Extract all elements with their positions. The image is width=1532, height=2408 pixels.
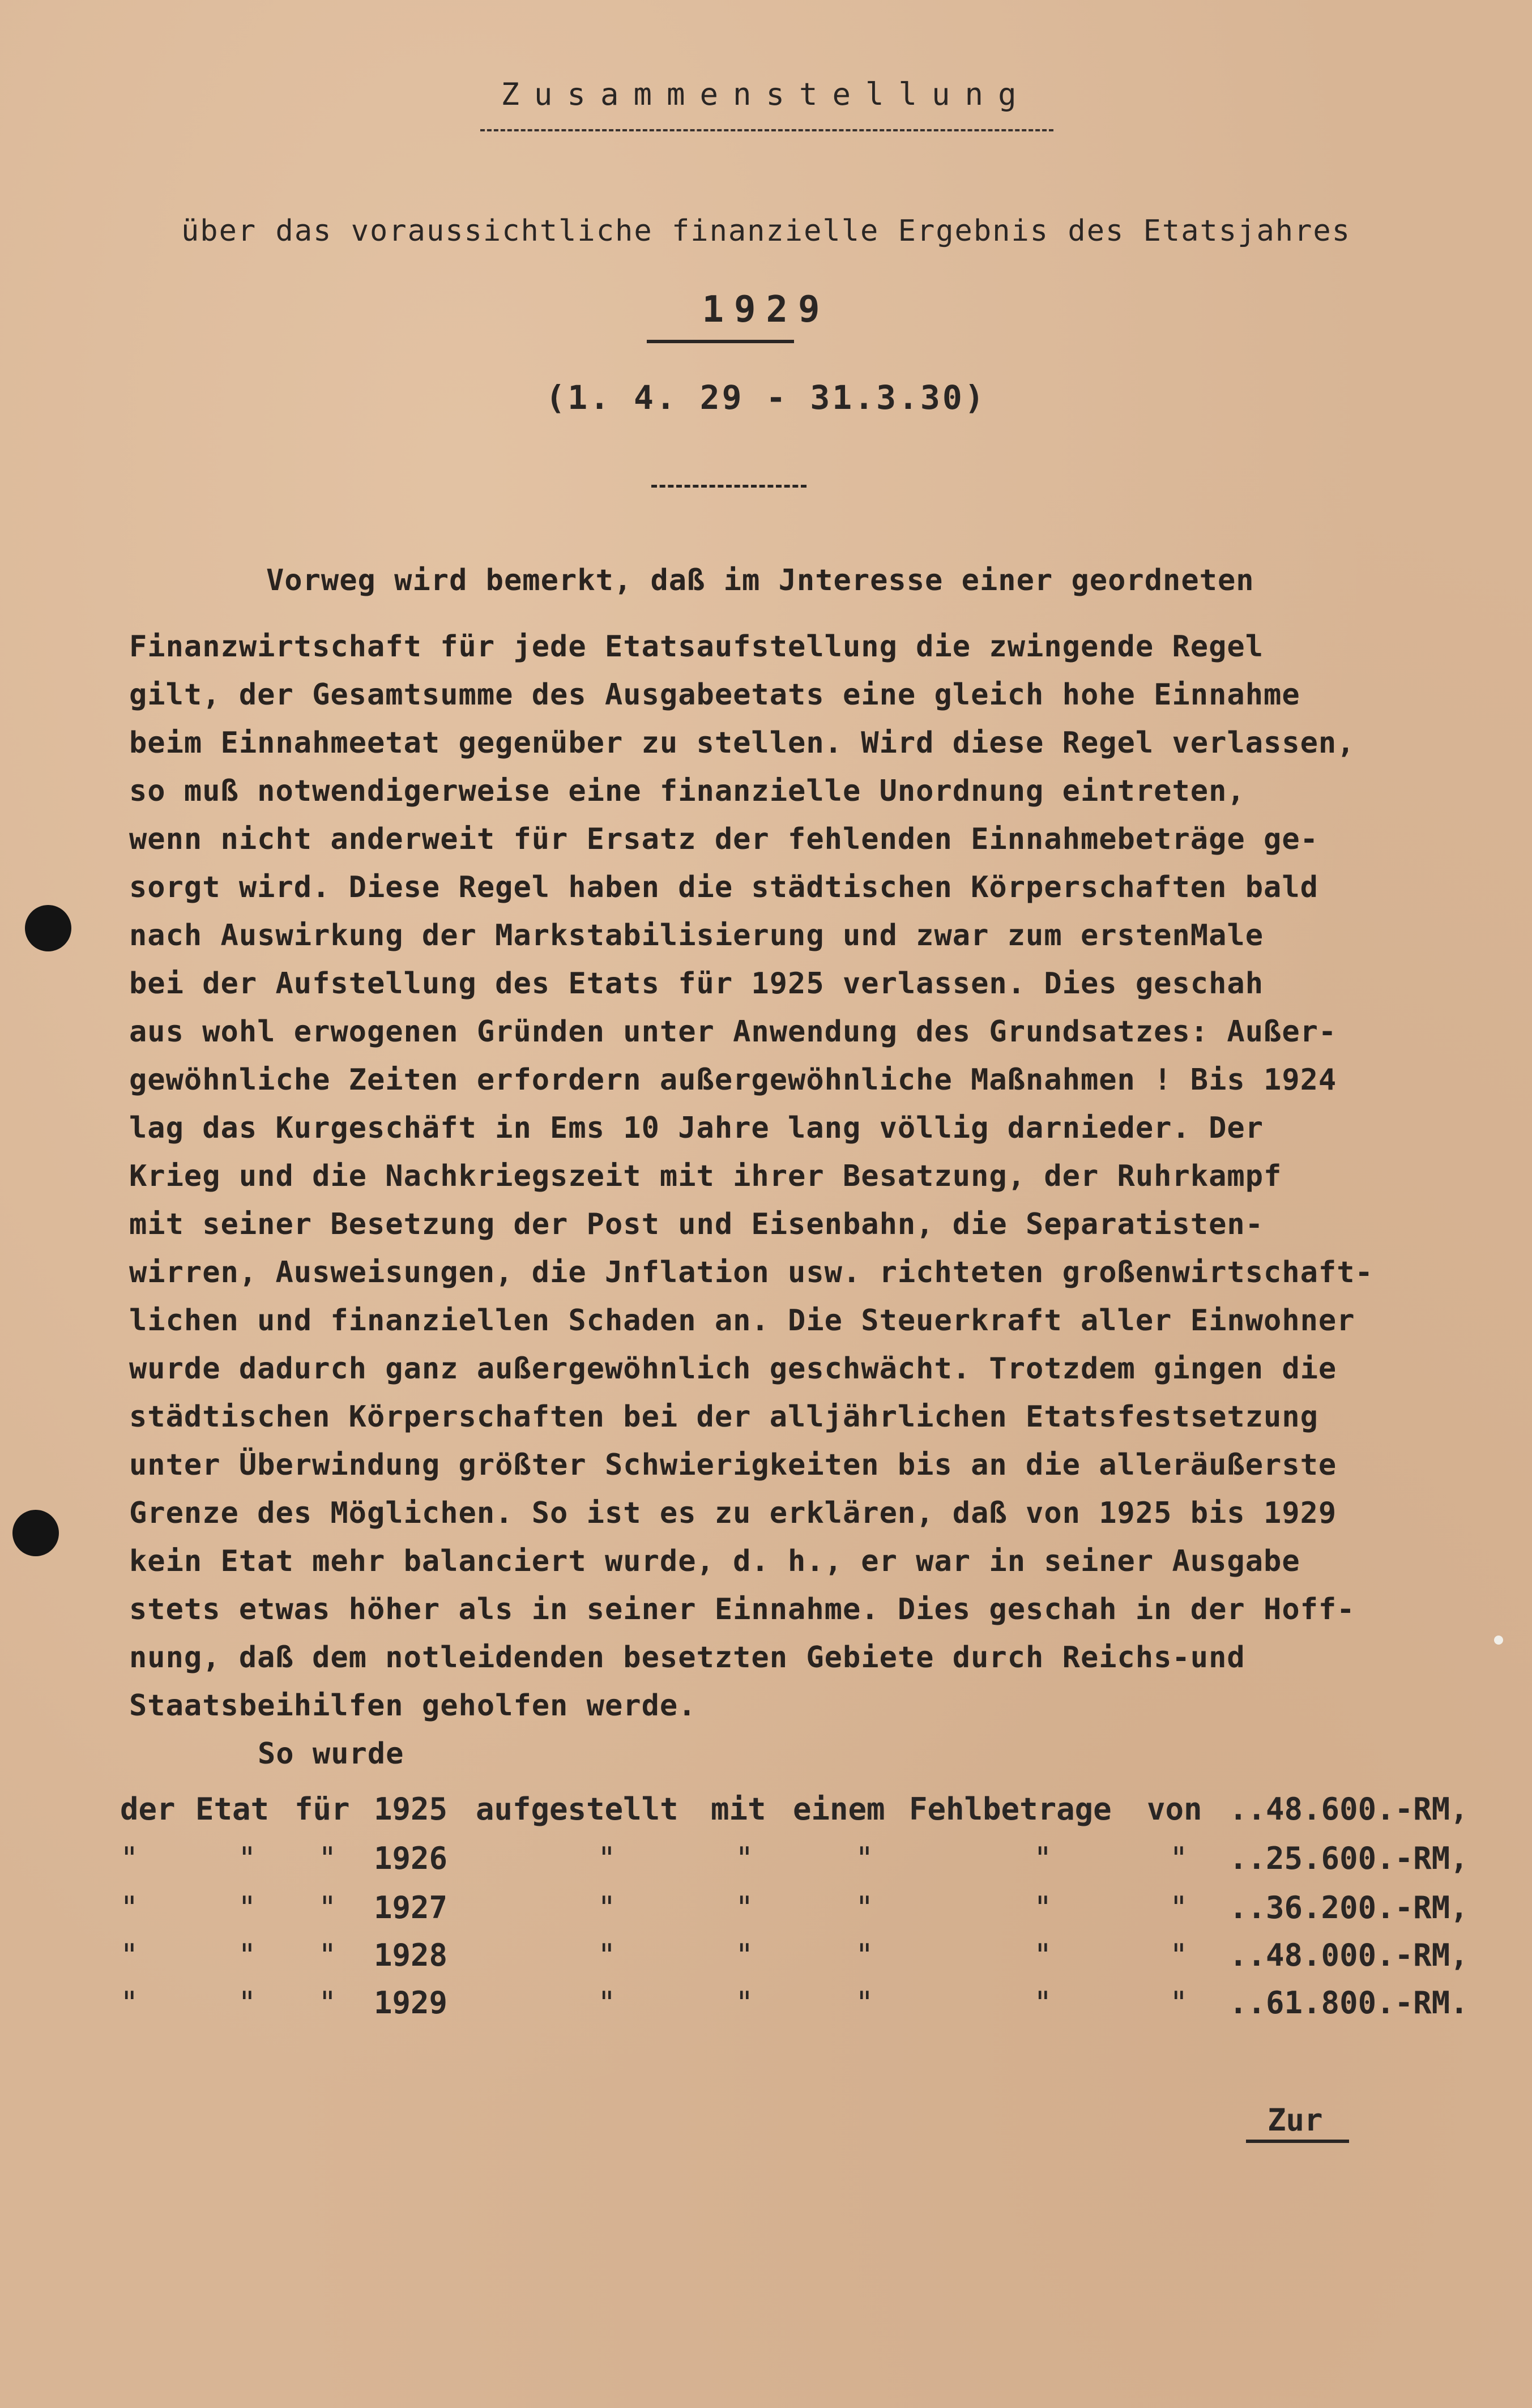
body-line: wenn nicht anderweit für Ersatz der fehlenden Einnahmebeträge ge- [129,822,1318,856]
body-line: kein Etat mehr balanciert wurde, d. h., er war in seiner Ausgabe [129,1544,1300,1578]
body-line: aus wohl erwogenen Gründen unter Anwendung des Grundsatzes: Außer- [129,1015,1337,1049]
body-line: So wurde [258,1737,404,1771]
ditto-mark: " [855,1985,874,2021]
table-cell: von [1147,1791,1202,1827]
ditto-mark: " [1034,1937,1052,1973]
fiscal-year: 1929 [702,289,830,331]
body-line: nach Auswirkung der Markstabilisierung und zwar zum erstenMale [129,919,1264,953]
ditto-mark: " [120,1890,139,1925]
title-underline [480,129,1053,131]
catchword: Zur [1268,2102,1323,2138]
ditto-mark: " [318,1841,337,1876]
ditto-mark: " [238,1890,257,1925]
ditto-mark: " [855,1937,874,1973]
ditto-mark: " [238,1985,257,2021]
table-cell: einem [793,1791,885,1827]
body-line: so muß notwendigerweise eine finanzielle Unordnung eintreten, [129,774,1245,808]
body-line: Grenze des Möglichen. So ist es zu erklären, daß von 1925 bis 1929 [129,1496,1337,1530]
ditto-mark: " [1170,1841,1188,1876]
body-line: Staatsbeihilfen geholfen werde. [129,1689,697,1723]
ditto-mark: " [855,1841,874,1876]
ditto-mark: " [1034,1985,1052,2021]
ditto-mark: " [238,1841,257,1876]
body-line: Finanzwirtschaft für jede Etatsaufstellung die zwingende Regel [129,630,1264,664]
body-line: beim Einnahmeetat gegenüber zu stellen. Wird diese Regel verlassen, [129,726,1355,760]
deficit-amount: ..48.000.-RM, [1229,1937,1469,1973]
table-cell: aufgestellt [476,1791,678,1827]
section-divider [651,485,806,488]
deficit-amount: ..61.800.-RM. [1229,1985,1469,2021]
ditto-mark: " [735,1937,754,1973]
body-line: wirren, Ausweisungen, die Jnflation usw. richteten großenwirtschaft- [129,1256,1373,1290]
deficit-year: 1928 [374,1937,448,1973]
punch-hole [12,1510,59,1556]
ditto-mark: " [1170,1937,1188,1973]
body-line: lag das Kurgeschäft in Ems 10 Jahre lang völlig darnieder. Der [129,1111,1264,1145]
table-cell: Etat [195,1791,270,1827]
body-line: gewöhnliche Zeiten erfordern außergewöhnliche Maßnahmen ! Bis 1924 [129,1063,1337,1097]
ditto-mark: " [735,1890,754,1925]
ditto-mark: " [1170,1985,1188,2021]
ditto-mark: " [120,1985,139,2021]
ditto-mark: " [855,1890,874,1925]
table-cell: mit [711,1791,766,1827]
year-underline [647,340,794,343]
ditto-mark: " [598,1985,616,2021]
body-line: stets etwas höher als in seiner Einnahme. Dies geschah in der Hoff- [129,1592,1355,1626]
ditto-mark: " [1034,1841,1052,1876]
ditto-mark: " [735,1841,754,1876]
fiscal-period: (1. 4. 29 - 31.3.30) [545,378,987,417]
body-line: Vorweg wird bemerkt, daß im Jnteresse einer geordneten [266,563,1254,597]
body-line: sorgt wird. Diese Regel haben die städtischen Körperschaften bald [129,870,1318,904]
ditto-mark: " [318,1937,337,1973]
ditto-mark: " [318,1890,337,1925]
table-cell: der [120,1791,176,1827]
deficit-amount: ..36.200.-RM, [1229,1890,1469,1925]
deficit-row-1926 [0,1841,1532,1886]
ditto-mark: " [120,1937,139,1973]
ditto-mark: " [318,1985,337,2021]
deficit-row-1927 [0,1890,1532,1935]
deficit-year: 1929 [374,1985,448,2021]
body-line: unter Überwindung größter Schwierigkeiten bis an die alleräußerste [129,1448,1337,1482]
body-line: gilt, der Gesamtsumme des Ausgabeetats eine gleich hohe Einnahme [129,678,1300,712]
deficit-amount: ..25.600.-RM, [1229,1841,1469,1876]
ditto-mark: " [120,1841,139,1876]
punch-hole [25,905,71,951]
body-line: wurde dadurch ganz außergewöhnlich geschwächt. Trotzdem gingen die [129,1352,1337,1386]
body-line: mit seiner Besetzung der Post und Eisenbahn, die Separatisten- [129,1207,1264,1241]
document-subtitle: über das voraussichtliche finanzielle Ergebnis des Etatsjahres [181,214,1351,248]
deficit-year: 1926 [374,1841,448,1876]
ditto-mark: " [238,1937,257,1973]
deficit-row-1929 [0,1985,1532,2030]
document-title: Zusammenstellung [501,76,1031,112]
ditto-mark: " [735,1985,754,2021]
paper-speck [1494,1636,1503,1645]
deficit-year: 1927 [374,1890,448,1925]
deficit-row-1925 [0,1791,1532,1837]
body-line: nung, daß dem notleidenden besetzten Gebiete durch Reichs-und [129,1641,1245,1675]
body-line: lichen und finanziellen Schaden an. Die Steuerkraft aller Einwohner [129,1304,1355,1338]
table-cell: Fehlbetrage [909,1791,1112,1827]
table-cell: für [295,1791,350,1827]
ditto-mark: " [598,1937,616,1973]
ditto-mark: " [1170,1890,1188,1925]
body-line: städtischen Körperschaften bei der alljährlichen Etatsfestsetzung [129,1400,1318,1434]
body-line: bei der Aufstellung des Etats für 1925 verlassen. Dies geschah [129,967,1264,1001]
table-cell: 1925 [374,1791,448,1827]
deficit-row-1928 [0,1937,1532,1983]
ditto-mark: " [1034,1890,1052,1925]
catchword-underline [1246,2140,1349,2143]
deficit-amount: ..48.600.-RM, [1229,1791,1469,1827]
body-line: Krieg und die Nachkriegszeit mit ihrer Besatzung, der Ruhrkampf [129,1159,1282,1193]
ditto-mark: " [598,1841,616,1876]
ditto-mark: " [598,1890,616,1925]
